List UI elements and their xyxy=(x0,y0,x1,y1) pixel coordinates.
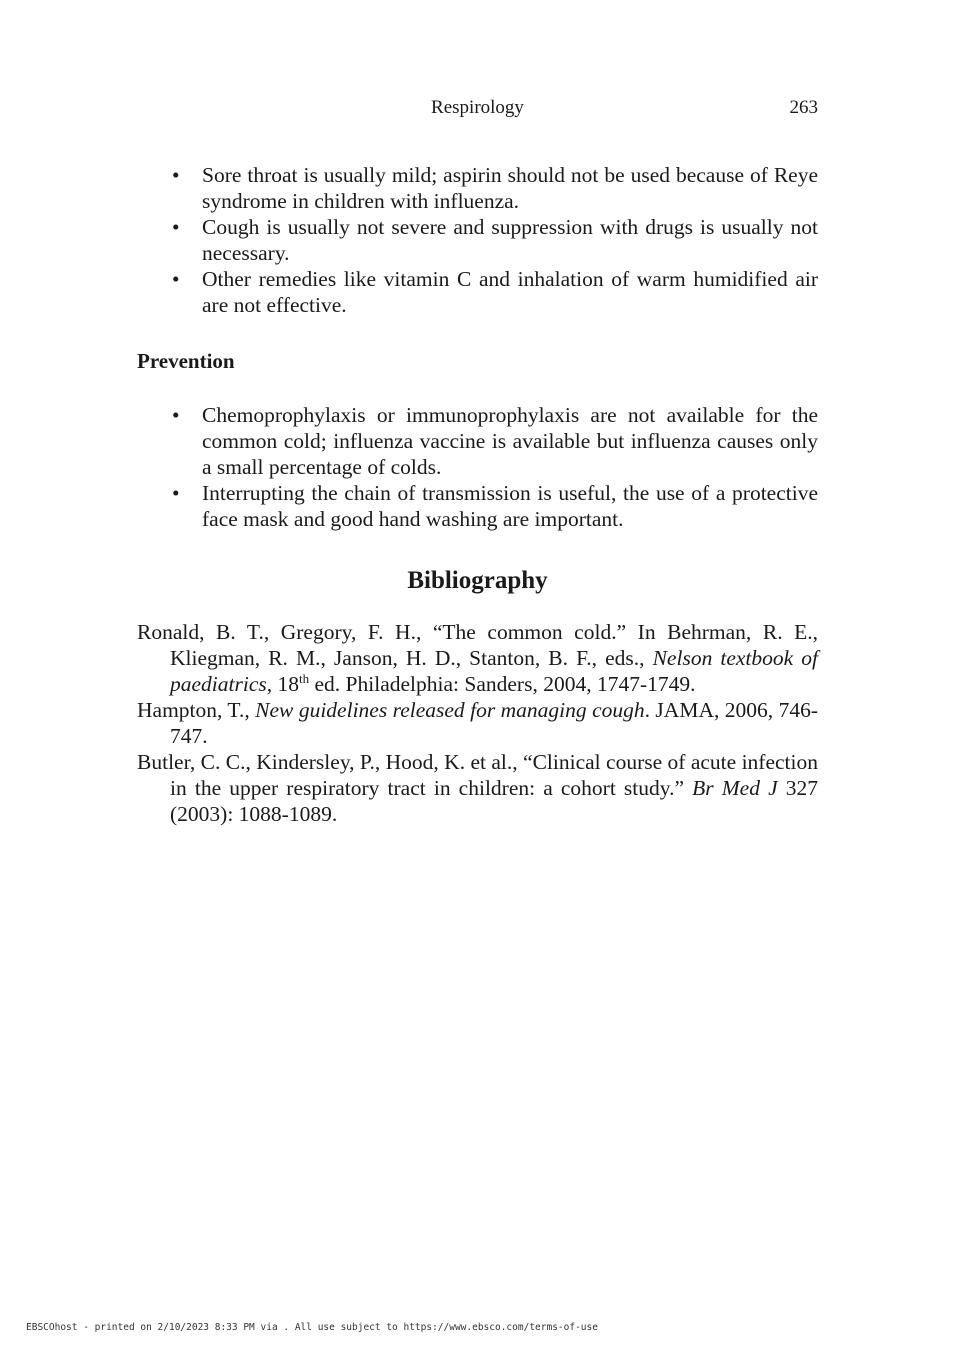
reference-text: Hampton, T., xyxy=(137,698,256,722)
prevention-bullet-list xyxy=(137,402,818,532)
treatment-bullet-list xyxy=(137,162,818,318)
reference-text: . JAMA, 2006, 746-747. xyxy=(170,698,818,748)
reference-text: 327 (2003): 1088-1089. xyxy=(170,776,819,826)
bullet-glyph: • xyxy=(172,267,180,291)
bullet-glyph: • xyxy=(172,403,180,427)
reference-text: Butler, C. C., Kindersley, P., Hood, K. et al., “Clinical course of acute infection in the upper respiratory tract in children: a cohort study.” xyxy=(137,750,818,800)
edition-superscript: th xyxy=(299,670,310,686)
reference-text: ed. Philadelphia: Sanders, 2004, 1747-1749. xyxy=(309,672,696,696)
bibliography-list xyxy=(137,619,818,827)
prevention-heading: Prevention xyxy=(137,349,235,373)
list-item xyxy=(137,266,818,318)
list-item-text: Interrupting the chain of transmission is useful, the use of a protective face mask and good hand washing are important. xyxy=(202,481,818,531)
running-header xyxy=(137,97,818,121)
list-item xyxy=(137,480,818,532)
reference-text: Ronald, B. T., Gregory, F. H., “The common cold.” In Behrman, R. E., Kliegman, R. M., Janson, H. D., Stanton, B. F., eds., xyxy=(137,620,818,670)
list-item xyxy=(137,402,818,480)
reference-entry xyxy=(137,619,818,697)
list-item-text: Sore throat is usually mild; aspirin should not be used because of Reye syndrome in children with influenza. xyxy=(202,163,818,213)
reference-entry xyxy=(137,697,818,749)
list-item-text: Cough is usually not severe and suppression with drugs is usually not necessary. xyxy=(202,215,818,265)
bullet-glyph: • xyxy=(172,481,180,505)
list-item-text: Other remedies like vitamin C and inhalation of warm humidified air are not effective. xyxy=(202,267,818,317)
running-title: Respirology xyxy=(431,97,524,118)
page-number: 263 xyxy=(789,97,818,118)
list-item xyxy=(137,162,818,214)
list-item xyxy=(137,214,818,266)
list-item-text: Chemoprophylaxis or immunoprophylaxis are not available for the common cold; influenza vaccine is available but influenza causes only a small percentage of colds. xyxy=(202,403,818,479)
reference-title: New guidelines released for managing cough xyxy=(255,698,645,722)
reference-title: Br Med J xyxy=(692,776,778,800)
reference-title: Nelson textbook of paediatrics, xyxy=(170,646,818,696)
bibliography-heading: Bibliography xyxy=(407,567,548,594)
print-footer: EBSCOhost - printed on 2/10/2023 8:33 PM via . All use subject to https://www.ebsco.com/terms-of-use xyxy=(26,1322,598,1333)
reference-text: 18 xyxy=(272,672,299,696)
bullet-glyph: • xyxy=(172,215,180,239)
bullet-glyph: • xyxy=(172,163,180,187)
reference-entry xyxy=(137,749,818,827)
